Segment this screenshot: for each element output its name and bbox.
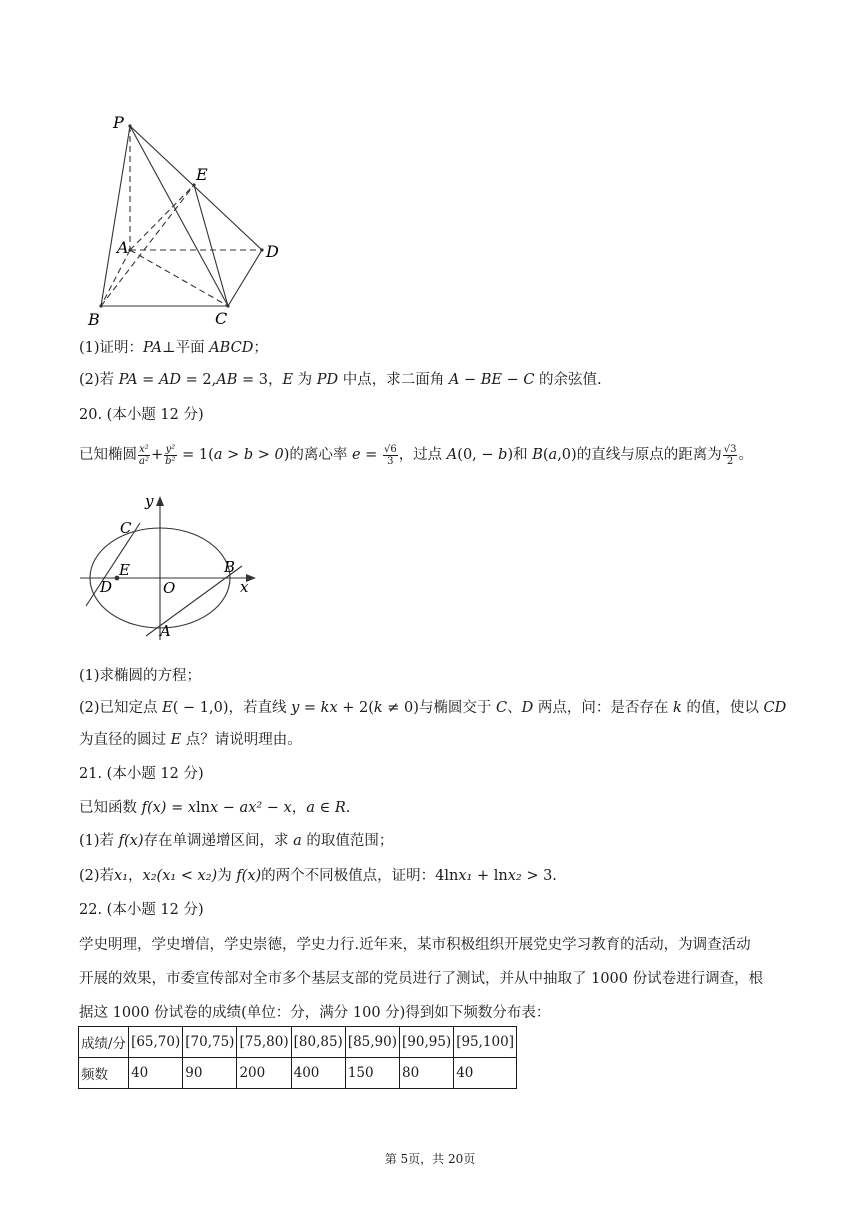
label-D: D [266,242,279,261]
label-D: D [100,578,113,596]
table-header-cell: [65,70) [129,1027,183,1058]
table-header-cell: 成绩/分 [79,1027,129,1058]
label-y: y [145,492,154,510]
table-cell: 400 [291,1058,345,1089]
q21-part1: (1)若 f(x)存在单调递增区间，求 a 的取值范围； [79,833,394,849]
table-row [79,1058,517,1089]
table-header-cell: [70,75) [183,1027,237,1058]
q19-part2: (2)若 PA = AD = 2,AB = 3，E 为 PD 中点，求二面角 A − BE − C 的余弦值. [79,372,602,388]
line-CD [86,523,140,606]
label-E: E [119,561,130,579]
table-cell: 90 [183,1058,237,1089]
table-row [79,1027,517,1058]
pyramid-figure [0,0,860,340]
table-cell: 40 [129,1058,183,1089]
edge-PD [130,126,262,250]
table-header-cell: [90,95) [400,1027,454,1058]
table-cell: 200 [237,1058,291,1089]
edge-AE [130,185,194,250]
table-header-cell: [75,80) [237,1027,291,1058]
q20-header: 20. (本小题 12 分) [79,407,204,423]
q21-statement: 已知函数 f(x) = xlnx − ax² − x，a ∈ R. [79,800,351,816]
table-cell: 150 [345,1058,399,1089]
q21-part2: (2)若x₁，x₂(x₁ < x₂)为 f(x)的两个不同极值点，证明：4lnx₁ + lnx₂ > 3. [79,868,557,884]
table-cell: 40 [454,1058,517,1089]
q19-part1: (1)证明：PA⊥平面 ABCD； [79,340,268,356]
table-header-cell: [80,85) [291,1027,345,1058]
label-x: x [240,578,249,596]
q22-para-line3: 据这 1000 份试卷的成绩(单位：分，满分 100 分)得到如下频数分布表： [79,1005,551,1021]
edge-EC [194,185,228,306]
q20-part2-line1: (2)已知定点 E( − 1,0)，若直线 y = kx + 2(k ≠ 0)与椭圆交于 C、D 两点，问：是否存在 k 的值，使以 CD [79,700,787,716]
table-cell: 80 [400,1058,454,1089]
edge-PC [130,126,228,306]
page-footer: 第 5页，共 20页 [384,1152,476,1166]
label-B: B [224,558,236,576]
table-cell: 频数 [79,1058,129,1089]
q21-header: 21. (本小题 12 分) [79,766,204,782]
label-C: C [215,309,228,328]
label-A: A [160,622,171,640]
q20-statement: 已知椭圆 $\frac{\text{x²}}{\text{a²}}$ + $\frac{\text{y²}}{\text{b²}}$ = 1(a > b > 0)的离心率 e = $\frac{√6}{3}$ ，过点 A(0, − b)和 B(a,0)的直线与原点的距离为 $\frac{√3}{2}$ 。 [79,443,753,467]
label-O: O [163,579,176,597]
label-C: C [120,519,132,537]
q22-para-line2: 开展的效果，市委宣传部对全市多个基层支部的党员进行了测试，并从中抽取了 1000 份试卷进行调查，根 [79,971,764,987]
edge-CD [228,250,262,306]
y-axis-arrow-icon [156,496,164,506]
table-header-cell: [85,90) [345,1027,399,1058]
q22-header: 22. (本小题 12 分) [79,902,204,918]
label-P: P [113,113,124,132]
table-header-cell: [95,100] [454,1027,517,1058]
q22-para-line1: 学史明理，学史增信，学史崇德，学史力行.近年来，某市积极组织开展党史学习教育的活动，为调查活动 [79,937,751,953]
edge-BE [101,185,194,306]
q20-part1: (1)求椭圆的方程； [79,668,202,684]
ellipse-figure [0,488,860,648]
q20-part2-line2: 为直径的圆过 E 点？请说明理由。 [79,732,302,748]
frequency-table [78,1026,517,1089]
label-E: E [196,165,208,184]
label-B: B [88,310,100,329]
label-A: A [117,238,129,257]
